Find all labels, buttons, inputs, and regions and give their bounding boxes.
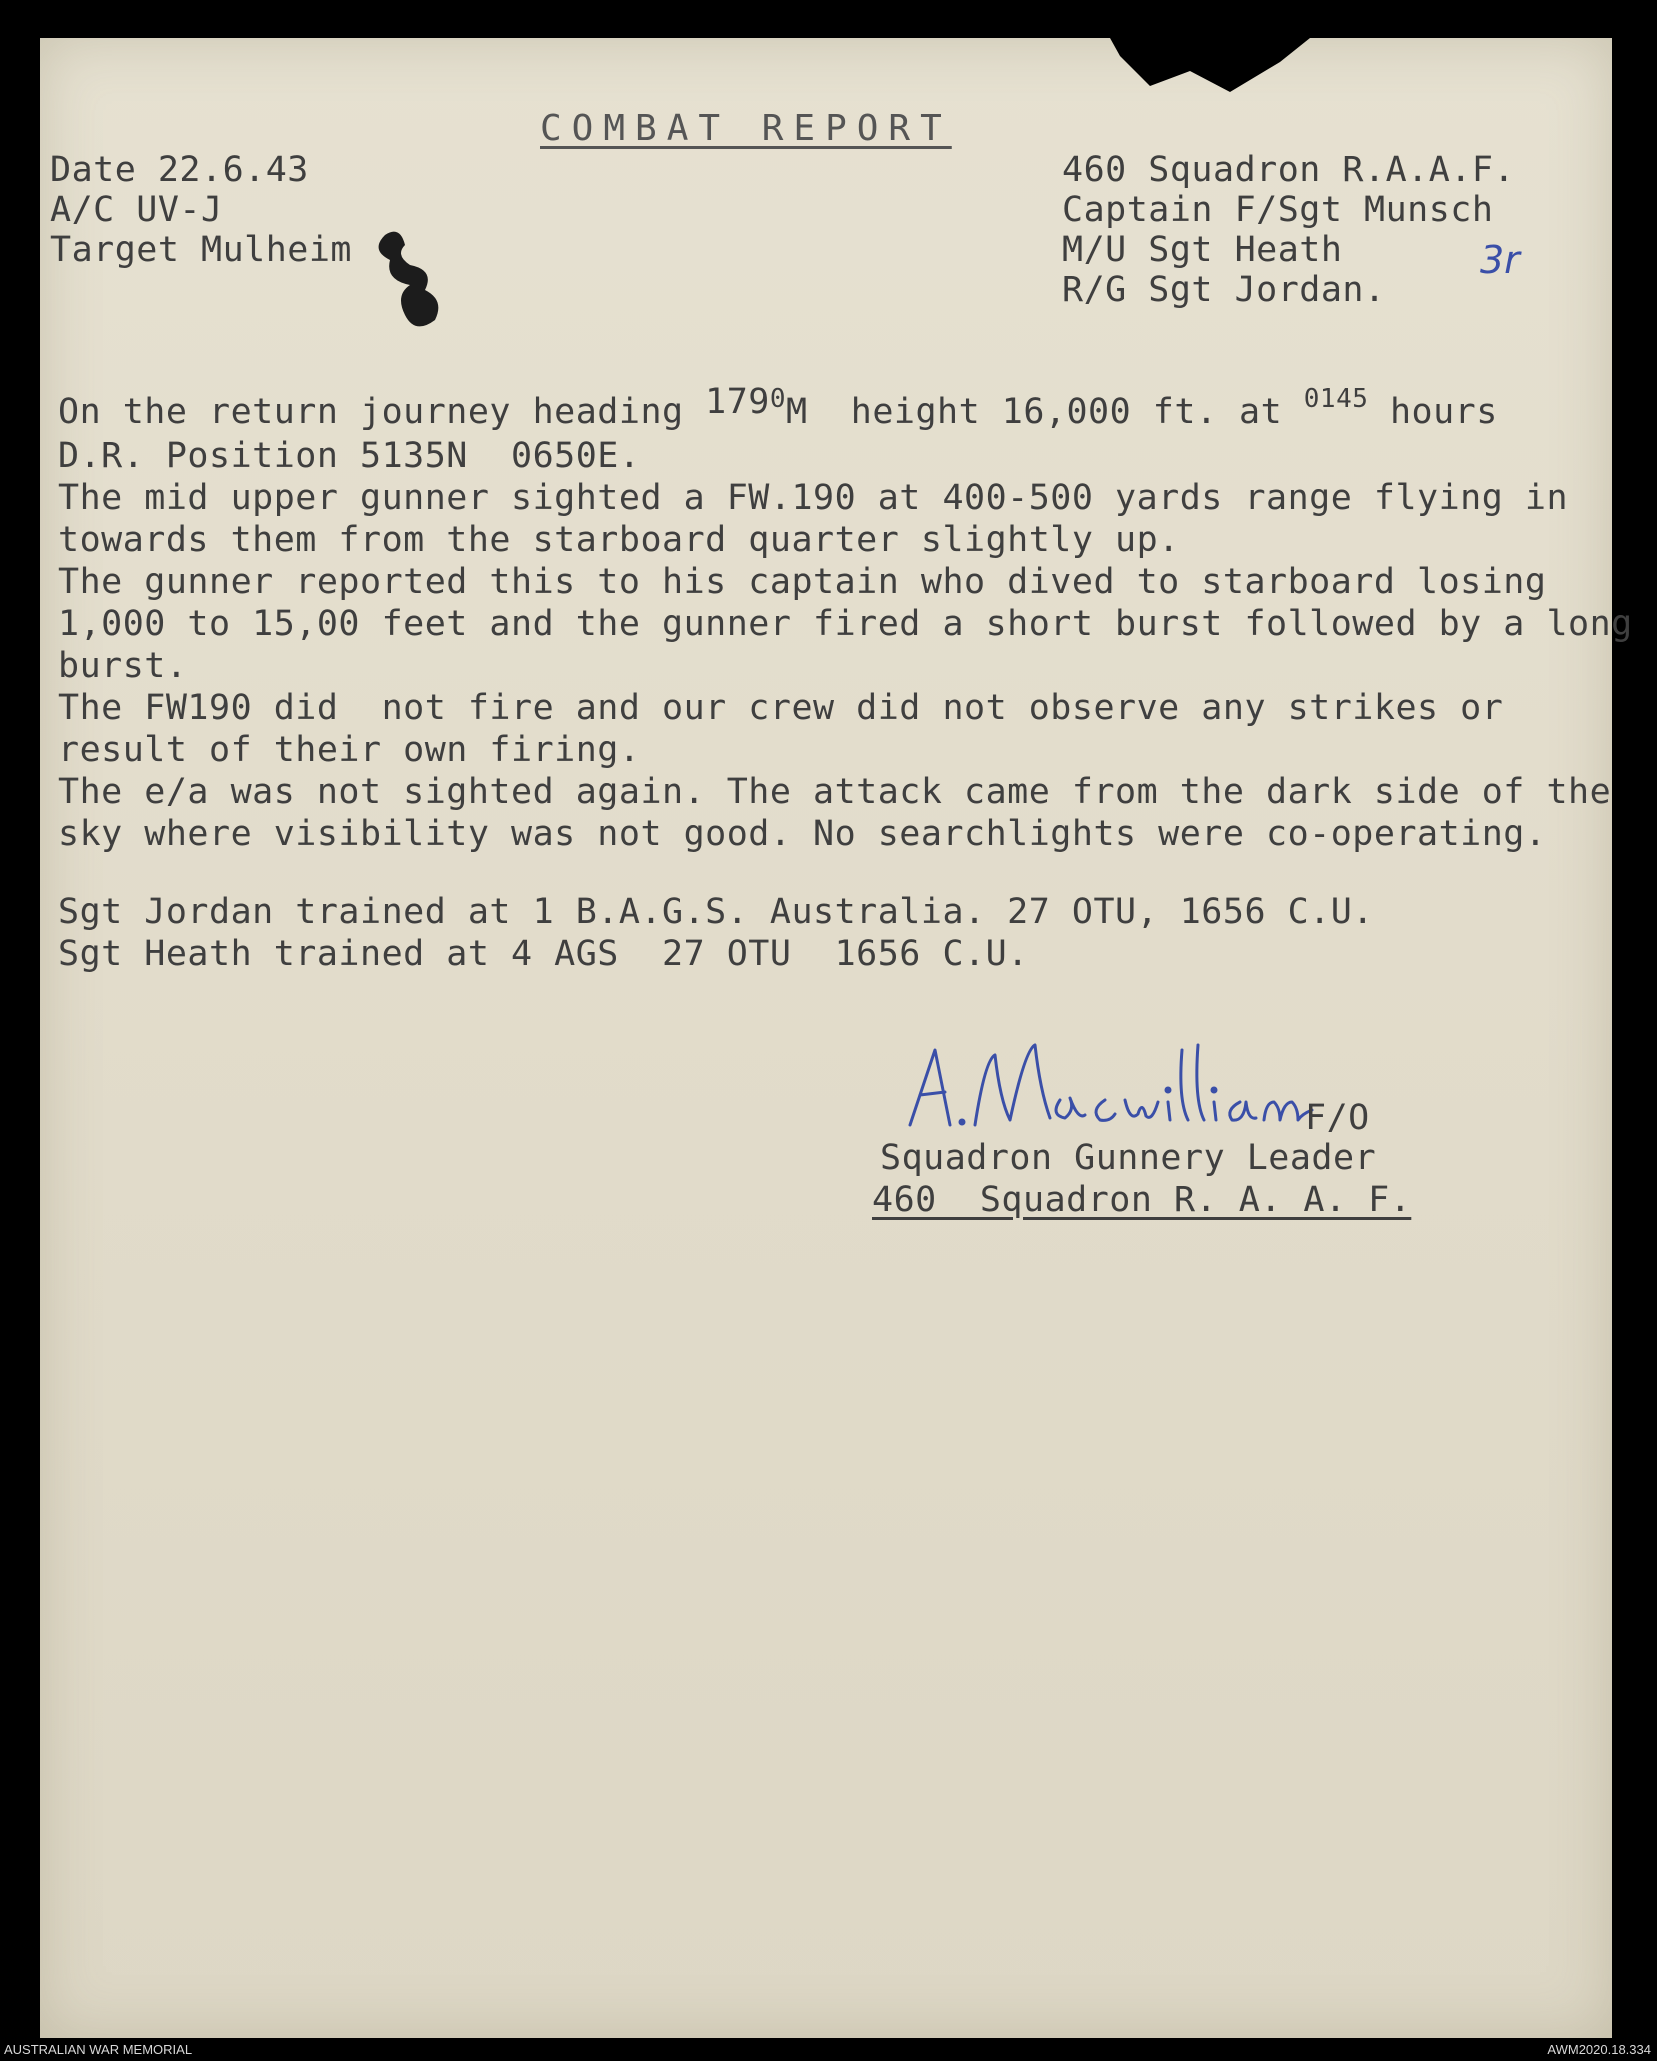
signature-role: Squadron Gunnery Leader — [880, 1138, 1377, 1178]
header-rear-gunner: R/G Sgt Jordan. — [1062, 270, 1386, 310]
footer-accession-number: AWM2020.18.334 — [1547, 2042, 1651, 2057]
ink-blot — [365, 225, 455, 335]
body-line-3: The mid upper gunner sighted a FW.190 at 400-500 yards range flying in — [58, 478, 1569, 518]
body-line-11: sky where visibility was not good. No searchlights were co-operating. — [58, 814, 1547, 854]
signature-unit: 460 Squadron R. A. A. F. — [872, 1180, 1412, 1220]
body-line-12: Sgt Jordan trained at 1 B.A.G.S. Australia. 27 OTU, 1656 C.U. — [58, 892, 1374, 932]
body-line-1-c: hours — [1368, 392, 1498, 432]
body-line-8: The FW190 did not fire and our crew did not observe any strikes or — [58, 688, 1504, 728]
heading-value: 179 — [705, 382, 770, 422]
pencil-annotation: 3r — [1480, 238, 1520, 282]
header-squadron: 460 Squadron R.A.A.F. — [1062, 150, 1516, 190]
body-line-4: towards them from the starboard quarter slightly up. — [58, 520, 1180, 560]
body-line-10: The e/a was not sighted again. The attack came from the dark side of the — [58, 772, 1612, 812]
footer-institution: AUSTRALIAN WAR MEMORIAL — [4, 2042, 193, 2057]
body-line-5: The gunner reported this to his captain who dived to starboard losing — [58, 562, 1547, 602]
body-line-6: 1,000 to 15,00 feet and the gunner fired a short burst followed by a long — [58, 604, 1633, 644]
body-line-2: D.R. Position 5135N 0650E. — [58, 436, 641, 476]
handwritten-signature — [900, 1030, 1320, 1140]
report-page — [40, 38, 1612, 2038]
time-value: 0145 — [1303, 384, 1369, 414]
body-line-1-b: M height 16,000 ft. at — [786, 392, 1304, 432]
heading-degree: 0 — [769, 384, 787, 414]
header-mid-upper: M/U Sgt Heath — [1062, 230, 1343, 270]
header-target: Target Mulheim — [50, 230, 353, 270]
body-line-1-a: On the return journey heading — [58, 392, 706, 432]
header-aircraft: A/C UV-J — [50, 190, 223, 230]
body-line-13: Sgt Heath trained at 4 AGS 27 OTU 1656 C.U. — [58, 934, 1029, 974]
signature-rank: F/O — [1305, 1098, 1370, 1138]
header-captain: Captain F/Sgt Munsch — [1062, 190, 1494, 230]
body-line-9: result of their own firing. — [58, 730, 641, 770]
header-date: Date 22.6.43 — [50, 150, 309, 190]
body-line-7: burst. — [58, 646, 188, 686]
body-line-1 — [58, 382, 1498, 432]
report-title: COMBAT REPORT — [540, 108, 952, 149]
